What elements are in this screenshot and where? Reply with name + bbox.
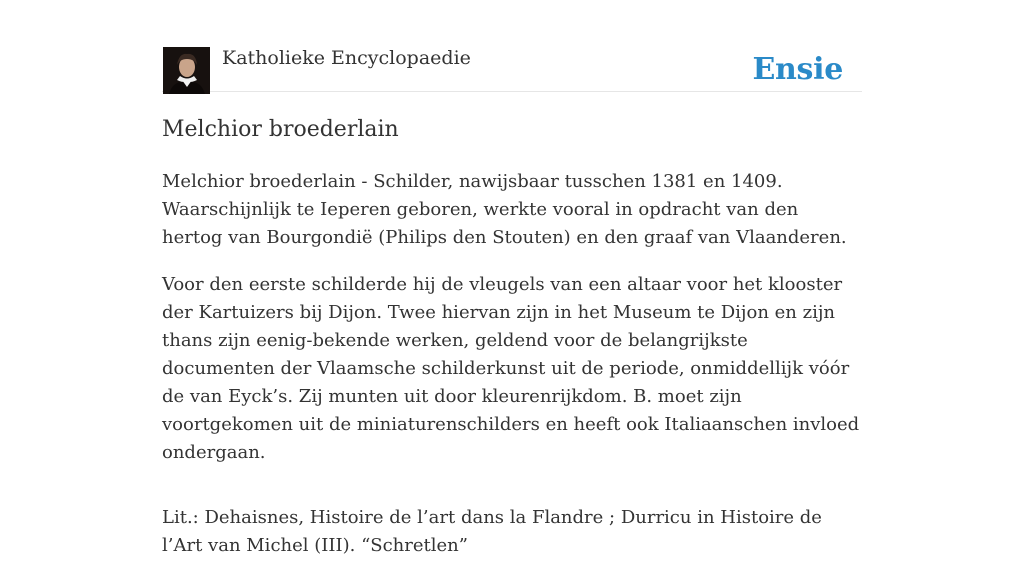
article-title: Melchior broederlain bbox=[162, 117, 399, 142]
paragraph: Voor den eerste schilderde hij de vleugels van een altaar voor het klooster der Kartuizers bij Dijon. Twee hiervan zijn in het Museum te Dijon en zijn thans zijn eenig-bekende werken, geldend voor de belangrijkste documenten der Vlaamsche schilderkunst uit de periode, onmiddellijk vóór de van Eyck’s. Zij munten uit door kleurenrijkdom. B. moet zijn voortgekomen uit de miniaturenschilders en heeft ook Italiaanschen invloed ondergaan. bbox=[162, 274, 860, 463]
page bbox=[162, 0, 862, 556]
site-name[interactable]: Katholieke Encyclopaedie bbox=[222, 47, 471, 69]
paragraph: Melchior broederlain - Schilder, nawijsbaar tusschen 1381 en 1409. Waarschijnlijk te Ieperen geboren, werkte vooral in opdracht van den hertog van Bourgondië (Philips den Stouten) en den graaf van Vlaanderen. bbox=[162, 171, 847, 248]
literature-reference: Lit.: Dehaisnes, Histoire de l’art dans la Flandre ; Durricu in Histoire de l’Art van Michel (III). “Schretlen” bbox=[162, 507, 822, 556]
brand-logo[interactable]: Ensie bbox=[752, 52, 843, 87]
site-header bbox=[162, 0, 862, 92]
article-body bbox=[162, 168, 862, 579]
portrait-avatar-icon[interactable] bbox=[163, 47, 210, 94]
